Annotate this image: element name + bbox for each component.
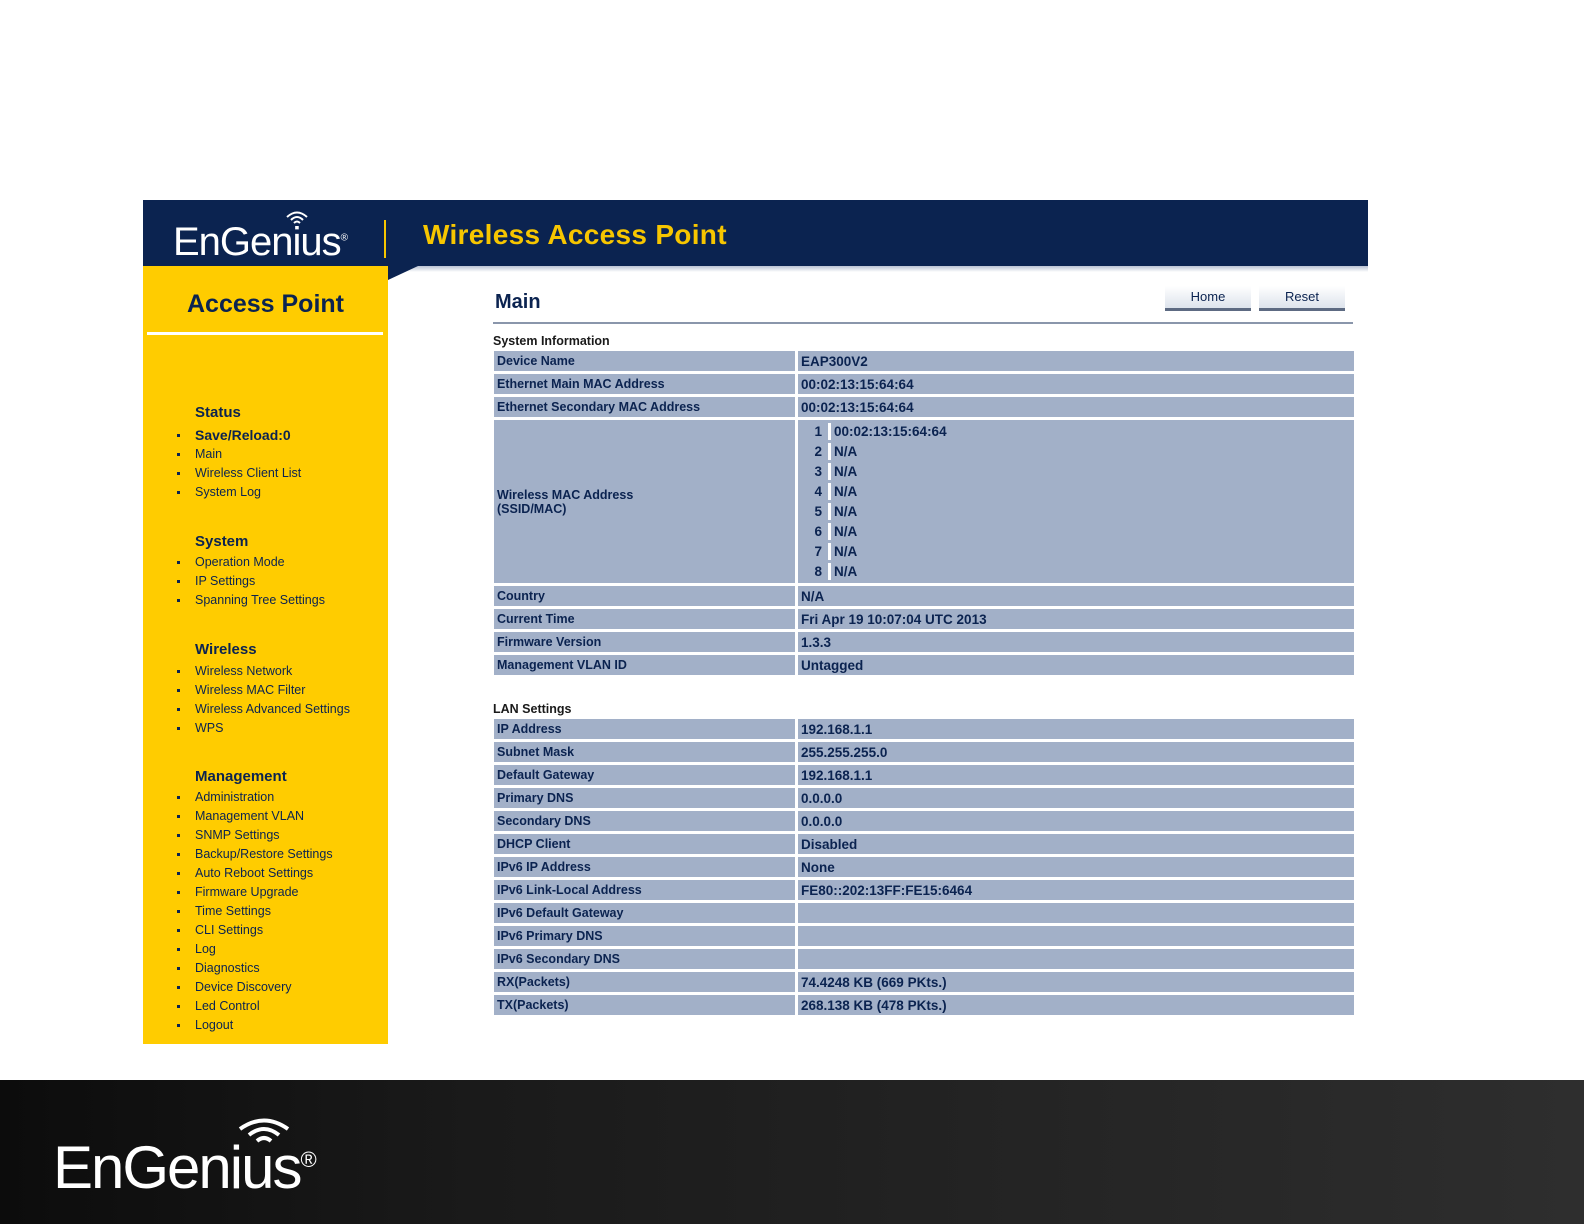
- row-key: Country: [494, 586, 798, 606]
- row-key: Management VLAN ID: [494, 655, 798, 675]
- header-bar: [143, 200, 1368, 266]
- table-row: [494, 811, 1354, 831]
- ssid-mac: N/A: [831, 483, 1351, 500]
- mac-row: [801, 423, 1351, 440]
- row-value: Untagged: [798, 655, 1354, 675]
- row-key: Current Time: [494, 609, 798, 629]
- row-key: RX(Packets): [494, 972, 798, 992]
- ssid-mac: N/A: [831, 543, 1351, 560]
- sidebar-item-wireless-network[interactable]: Wireless Network: [177, 662, 350, 681]
- footer-engenius-logo: EnGenius®: [53, 1134, 317, 1201]
- table-row: [494, 949, 1354, 969]
- row-value: 268.138 KB (478 PKts.): [798, 995, 1354, 1015]
- ssid-mac: 00:02:13:15:64:64: [831, 423, 1351, 440]
- row-value: FE80::202:13FF:FE15:6464: [798, 880, 1354, 900]
- row-key: Firmware Version: [494, 632, 798, 652]
- mac-row: [801, 483, 1351, 500]
- row-key: IPv6 IP Address: [494, 857, 798, 877]
- sidebar-item-led-control[interactable]: Led Control: [177, 997, 333, 1016]
- row-key: [494, 420, 798, 583]
- row-value: EAP300V2: [798, 351, 1354, 371]
- sidebar-item-time-settings[interactable]: Time Settings: [177, 902, 333, 921]
- header-divider: [384, 220, 386, 258]
- row-key: IPv6 Primary DNS: [494, 926, 798, 946]
- sidebar-heading-wireless: Wireless: [195, 641, 257, 658]
- table-row: [494, 880, 1354, 900]
- row-value: None: [798, 857, 1354, 877]
- row-key: IPv6 Secondary DNS: [494, 949, 798, 969]
- sidebar-item-ip-settings[interactable]: IP Settings: [177, 572, 325, 591]
- table-row: [494, 926, 1354, 946]
- sidebar-heading-management: Management: [195, 768, 287, 785]
- table-row-wireless-mac: [494, 420, 1354, 583]
- row-value: 255.255.255.0: [798, 742, 1354, 762]
- row-key: Ethernet Secondary MAC Address: [494, 397, 798, 417]
- row-key: Default Gateway: [494, 765, 798, 785]
- table-row: [494, 609, 1354, 629]
- mac-row: [801, 563, 1351, 580]
- sidebar-item-wireless-mac-filter[interactable]: Wireless MAC Filter: [177, 681, 350, 700]
- ssid-mac: N/A: [831, 523, 1351, 540]
- row-key: Secondary DNS: [494, 811, 798, 831]
- row-value: [798, 949, 1354, 969]
- sidebar-item-wps[interactable]: WPS: [177, 719, 350, 738]
- app-title: Wireless Access Point: [423, 219, 727, 250]
- row-key: IP Address: [494, 719, 798, 739]
- row-key: IPv6 Link-Local Address: [494, 880, 798, 900]
- row-key: TX(Packets): [494, 995, 798, 1015]
- table-row: [494, 397, 1354, 417]
- ssid-mac: N/A: [831, 463, 1351, 480]
- mac-row: [801, 503, 1351, 520]
- row-key: DHCP Client: [494, 834, 798, 854]
- row-key: Device Name: [494, 351, 798, 371]
- ssid-mac: N/A: [831, 443, 1351, 460]
- table-row: [494, 834, 1354, 854]
- row-key: Ethernet Main MAC Address: [494, 374, 798, 394]
- ssid-index: 8: [801, 563, 831, 580]
- row-value: 0.0.0.0: [798, 788, 1354, 808]
- sidebar-item-spanning-tree[interactable]: Spanning Tree Settings: [177, 591, 325, 610]
- wireless-mac-list: [801, 420, 1351, 583]
- footer-bar: [0, 1080, 1584, 1224]
- table-row: [494, 857, 1354, 877]
- row-value: Fri Apr 19 10:07:04 UTC 2013: [798, 609, 1354, 629]
- table-row: [494, 632, 1354, 652]
- row-value: [798, 926, 1354, 946]
- sidebar-item-management-vlan[interactable]: Management VLAN: [177, 807, 333, 826]
- table-row: [494, 788, 1354, 808]
- sidebar-item-wireless-advanced[interactable]: Wireless Advanced Settings: [177, 700, 350, 719]
- table-row: [494, 374, 1354, 394]
- sidebar-divider: [147, 332, 383, 335]
- sidebar-item-backup-restore[interactable]: Backup/Restore Settings: [177, 845, 333, 864]
- sidebar-item-administration[interactable]: Administration: [177, 788, 333, 807]
- table-row: [494, 655, 1354, 675]
- table-row: [494, 351, 1354, 371]
- ssid-index: 4: [801, 483, 831, 500]
- sidebar-item-firmware-upgrade[interactable]: Firmware Upgrade: [177, 883, 333, 902]
- sidebar-item-wireless-client-list[interactable]: Wireless Client List: [177, 464, 301, 483]
- sidebar-list-wireless: [177, 662, 350, 738]
- ssid-index: 6: [801, 523, 831, 540]
- row-value: 192.168.1.1: [798, 719, 1354, 739]
- mac-row: [801, 523, 1351, 540]
- reset-button[interactable]: Reset: [1259, 286, 1345, 308]
- row-value: 00:02:13:15:64:64: [798, 374, 1354, 394]
- table-row: [494, 995, 1354, 1015]
- table-row: [494, 586, 1354, 606]
- table-row: [494, 765, 1354, 785]
- sidebar-list-status: [177, 426, 301, 502]
- sidebar-list-system: [177, 553, 325, 610]
- table-row: [494, 972, 1354, 992]
- sidebar-item-logout[interactable]: Logout: [177, 1016, 333, 1035]
- row-value: [798, 903, 1354, 923]
- sidebar-heading-status: Status: [195, 404, 241, 421]
- row-value: 74.4248 KB (669 PKts.): [798, 972, 1354, 992]
- sidebar-item-save-reload[interactable]: Save/Reload:0: [177, 426, 301, 445]
- row-key: Subnet Mask: [494, 742, 798, 762]
- sidebar-item-system-log[interactable]: System Log: [177, 483, 301, 502]
- wifi-icon: [285, 209, 309, 229]
- row-value: 192.168.1.1: [798, 765, 1354, 785]
- row-value: 00:02:13:15:64:64: [798, 397, 1354, 417]
- row-value: [798, 420, 1354, 583]
- sidebar-heading-system: System: [195, 533, 249, 550]
- sidebar-item-diagnostics[interactable]: Diagnostics: [177, 959, 333, 978]
- ssid-mac: N/A: [831, 563, 1351, 580]
- ssid-index: 5: [801, 503, 831, 520]
- table-row: [494, 719, 1354, 739]
- title-divider: [493, 322, 1353, 324]
- engenius-logo: EnGenius®: [173, 220, 348, 264]
- sidebar-item-auto-reboot[interactable]: Auto Reboot Settings: [177, 864, 333, 883]
- sidebar-item-main[interactable]: Main: [177, 445, 301, 464]
- table-row: [494, 903, 1354, 923]
- mac-row: [801, 543, 1351, 560]
- sidebar-item-snmp[interactable]: SNMP Settings: [177, 826, 333, 845]
- ssid-index: 7: [801, 543, 831, 560]
- mac-row: [801, 443, 1351, 460]
- table-row: [494, 742, 1354, 762]
- wireless-mac-key-line1: Wireless MAC Address: [497, 487, 634, 502]
- row-key: Primary DNS: [494, 788, 798, 808]
- system-info-heading: System Information: [493, 334, 610, 348]
- row-value: Disabled: [798, 834, 1354, 854]
- ssid-index: 3: [801, 463, 831, 480]
- footer-wifi-icon: [236, 1116, 292, 1146]
- mac-row: [801, 463, 1351, 480]
- page-title: Main: [495, 291, 541, 313]
- system-info-table: [494, 348, 1354, 678]
- row-value: N/A: [798, 586, 1354, 606]
- sidebar-item-device-discovery[interactable]: Device Discovery: [177, 978, 333, 997]
- sidebar-notch: [388, 266, 418, 280]
- header-shadow-band: [386, 266, 1368, 272]
- lan-settings-heading: LAN Settings: [493, 702, 572, 716]
- ssid-index: 1: [801, 423, 831, 440]
- sidebar-title: Access Point: [186, 290, 344, 318]
- wireless-mac-key-line2: (SSID/MAC): [497, 501, 567, 516]
- ssid-index: 2: [801, 443, 831, 460]
- row-value: 0.0.0.0: [798, 811, 1354, 831]
- lan-settings-table: [494, 716, 1354, 1018]
- sidebar-item-log[interactable]: Log: [177, 940, 333, 959]
- sidebar-item-cli-settings[interactable]: CLI Settings: [177, 921, 333, 940]
- ssid-mac: N/A: [831, 503, 1351, 520]
- sidebar-item-operation-mode[interactable]: Operation Mode: [177, 553, 325, 572]
- row-value: 1.3.3: [798, 632, 1354, 652]
- home-button[interactable]: Home: [1165, 286, 1251, 308]
- sidebar: [143, 266, 388, 1044]
- row-key: IPv6 Default Gateway: [494, 903, 798, 923]
- sidebar-list-management: [177, 788, 333, 1035]
- admin-window: [143, 200, 1368, 1044]
